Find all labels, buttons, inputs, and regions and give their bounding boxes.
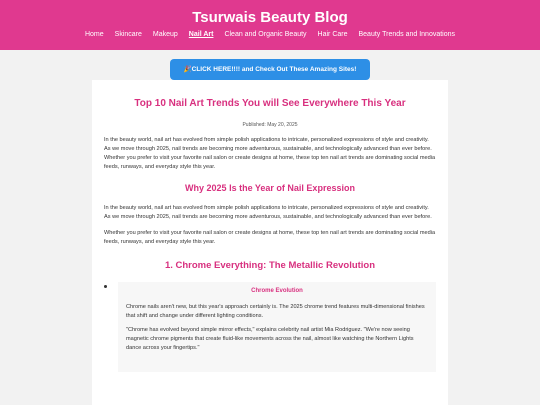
box-paragraph-1: Chrome nails aren't new, but this year's approach certainly is. The 2025 chrome trend features multi-dimensional finishes that shift and change under different lighting conditions. (126, 304, 425, 319)
cta-button[interactable]: 🎉CLICK HERE!!!! and Check Out These Amazing Sites! (170, 59, 370, 80)
section1-paragraph-2: Whether you prefer to visit your favorite nail salon or create designs at home, these top ten nail art trends are dominating social media feeds, runways, and everyday style this year. (104, 230, 436, 245)
nav-clean-organic-beauty[interactable]: Clean and Organic Beauty (224, 31, 307, 38)
article-card (92, 80, 448, 405)
published-date: Published: May 20, 2025 (242, 122, 298, 128)
nav-makeup[interactable]: Makeup (152, 31, 178, 38)
list-bullet (104, 285, 107, 288)
nav-skincare[interactable]: Skincare (114, 31, 142, 38)
section1-paragraph-1: In the beauty world, nail art has evolved from simple polish applications to intricate, personalized expressions of style and creativity. As we move through 2025, nail trends are becoming more adventurous, sustainable, and technologically advanced than ever before. (104, 205, 432, 220)
nav-hair-care[interactable]: Hair Care (317, 31, 348, 38)
trend-list (104, 282, 436, 372)
intro-paragraph: In the beauty world, nail art has evolved from simple polish applications to intricate, personalized expressions of style and creativity. As we move through 2025, nail trends are becoming more adventurous, sustainable, and technologically advanced than ever before. Whether you prefer to visit your favorite nail salon or create designs at home, these top ten nail art trends are dominating social media feeds, runways, and everyday style this year. (104, 137, 436, 170)
nav-home[interactable]: Home (84, 31, 104, 38)
chrome-evolution-box (118, 282, 436, 372)
box-paragraph-2: "Chrome has evolved beyond simple mirror effects," explains celebrity nail artist Mia Rodriguez. "We're now seeing magnetic chrome pigments that create fluid-like movements across the nail, almost like watching the Northern Lights dance across your fingertips." (126, 327, 414, 351)
article-title: Top 10 Nail Art Trends You will See Everywhere This Year (134, 98, 406, 109)
box-title: Chrome Evolution (251, 288, 303, 294)
section-heading-chrome: 1. Chrome Everything: The Metallic Revolution (164, 260, 376, 271)
nav-beauty-trends[interactable]: Beauty Trends and Innovations (358, 31, 456, 38)
nav-nail-art[interactable]: Nail Art (188, 31, 214, 38)
site-title[interactable]: Tsurwais Beauty Blog (192, 9, 348, 26)
section-heading-why-2025: Why 2025 Is the Year of Nail Expression (185, 183, 355, 193)
cta-container (0, 58, 540, 80)
main-nav (0, 31, 540, 38)
site-header (0, 0, 540, 50)
